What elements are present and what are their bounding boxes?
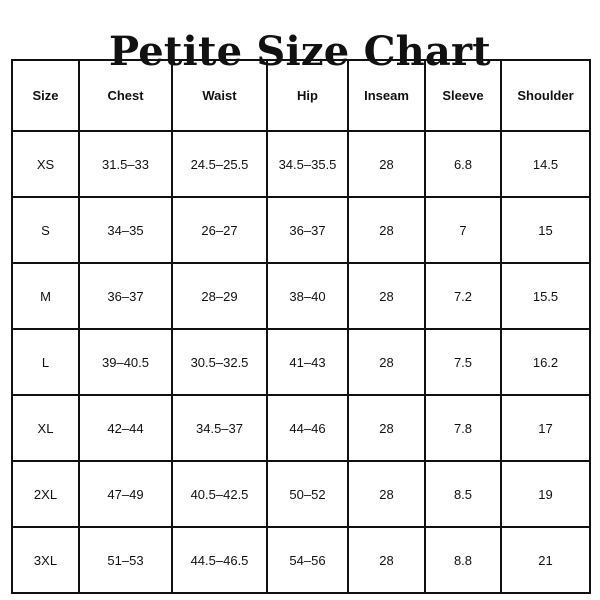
cell-shoulder: 15.5 — [501, 263, 590, 329]
page-title: Petite Size Chart — [109, 27, 491, 75]
column-header-shoulder: Shoulder — [501, 60, 590, 131]
table-row — [12, 197, 590, 263]
cell-sleeve: 6.8 — [425, 131, 501, 197]
cell-inseam: 28 — [348, 329, 425, 395]
column-header-inseam: Inseam — [348, 60, 425, 131]
table-row — [12, 263, 590, 329]
cell-sleeve: 8.5 — [425, 461, 501, 527]
cell-waist: 24.5–25.5 — [172, 131, 267, 197]
cell-chest: 39–40.5 — [79, 329, 172, 395]
cell-hip: 41–43 — [267, 329, 348, 395]
cell-shoulder: 16.2 — [501, 329, 590, 395]
column-header-waist: Waist — [172, 60, 267, 131]
cell-hip: 38–40 — [267, 263, 348, 329]
cell-sleeve: 7.2 — [425, 263, 501, 329]
cell-chest: 36–37 — [79, 263, 172, 329]
cell-sleeve: 7 — [425, 197, 501, 263]
table-row — [12, 131, 590, 197]
column-header-chest: Chest — [79, 60, 172, 131]
cell-size: 3XL — [12, 527, 79, 593]
cell-waist: 34.5–37 — [172, 395, 267, 461]
cell-chest: 47–49 — [79, 461, 172, 527]
cell-inseam: 28 — [348, 527, 425, 593]
cell-size: 2XL — [12, 461, 79, 527]
cell-sleeve: 8.8 — [425, 527, 501, 593]
cell-chest: 31.5–33 — [79, 131, 172, 197]
cell-inseam: 28 — [348, 461, 425, 527]
column-header-sleeve: Sleeve — [425, 60, 501, 131]
cell-chest: 51–53 — [79, 527, 172, 593]
table-row — [12, 329, 590, 395]
cell-size: XL — [12, 395, 79, 461]
column-header-hip: Hip — [267, 60, 348, 131]
cell-inseam: 28 — [348, 395, 425, 461]
cell-size: S — [12, 197, 79, 263]
cell-size: L — [12, 329, 79, 395]
cell-hip: 36–37 — [267, 197, 348, 263]
cell-hip: 50–52 — [267, 461, 348, 527]
cell-waist: 30.5–32.5 — [172, 329, 267, 395]
cell-inseam: 28 — [348, 131, 425, 197]
cell-shoulder: 21 — [501, 527, 590, 593]
column-header-size: Size — [12, 60, 79, 131]
cell-hip: 44–46 — [267, 395, 348, 461]
cell-waist: 44.5–46.5 — [172, 527, 267, 593]
cell-chest: 34–35 — [79, 197, 172, 263]
cell-size: M — [12, 263, 79, 329]
cell-waist: 28–29 — [172, 263, 267, 329]
cell-size: XS — [12, 131, 79, 197]
cell-inseam: 28 — [348, 263, 425, 329]
table-row — [12, 527, 590, 593]
cell-inseam: 28 — [348, 197, 425, 263]
cell-sleeve: 7.5 — [425, 329, 501, 395]
cell-hip: 54–56 — [267, 527, 348, 593]
cell-waist: 40.5–42.5 — [172, 461, 267, 527]
table-row — [12, 461, 590, 527]
cell-waist: 26–27 — [172, 197, 267, 263]
cell-hip: 34.5–35.5 — [267, 131, 348, 197]
cell-shoulder: 14.5 — [501, 131, 590, 197]
cell-sleeve: 7.8 — [425, 395, 501, 461]
cell-shoulder: 17 — [501, 395, 590, 461]
table-row — [12, 395, 590, 461]
cell-shoulder: 15 — [501, 197, 590, 263]
cell-chest: 42–44 — [79, 395, 172, 461]
header-row — [12, 60, 590, 131]
cell-shoulder: 19 — [501, 461, 590, 527]
size-chart-table — [11, 59, 591, 594]
